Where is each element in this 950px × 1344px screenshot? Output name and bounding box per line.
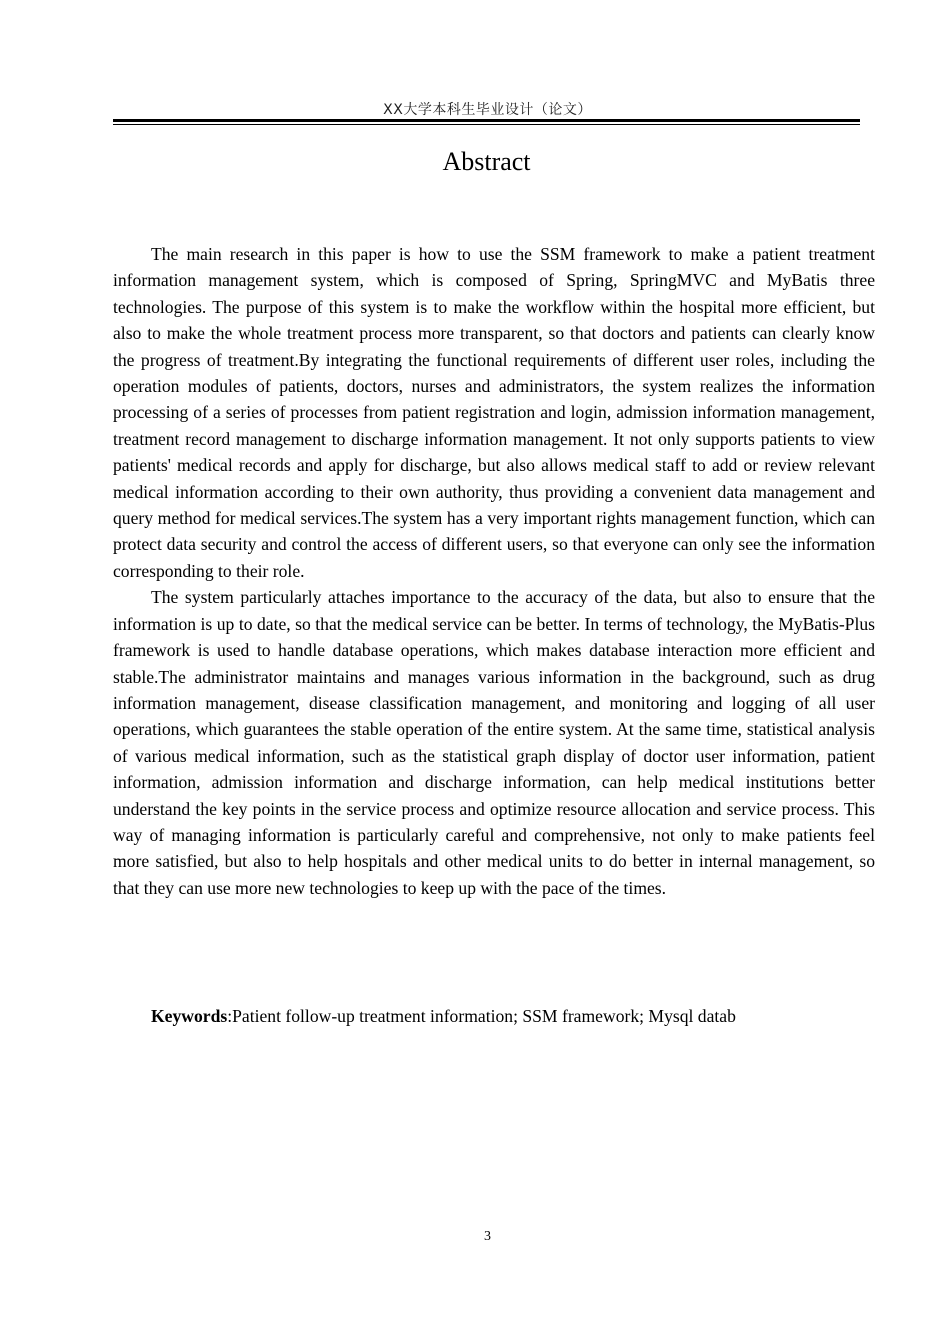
page-number: 3 — [484, 1229, 491, 1244]
abstract-body — [113, 241, 875, 901]
keywords-line — [151, 1003, 875, 1029]
keywords-separator: : — [227, 1006, 233, 1026]
keywords-text: Patient follow-up treatment information; SSM framework; Mysql datab — [232, 1006, 736, 1026]
abstract-paragraph-1: The main research in this paper is how to use the SSM framework to make a patient treatment information management system, which is composed of Spring, SpringMVC and MyBatis three technologies. The purpose of this system is to make the workflow within the hospital more efficient, but also to make the whole treatment process more transparent, so that doctors and patients can clearly know the progress of treatment.By integrating the functional requirements of different user roles, including the operation modules of patients, doctors, nurses and administrators, the system realizes the information processing of a series of processes from patient registration and login, admission information management, treatment record management to discharge information management. It not only supports patients to view patients' medical records and apply for discharge, but also allows medical staff to add or review relevant medical information according to their own authority, thus providing a convenient data management and query method for medical services.The system has a very important rights management function, which can protect data security and control the access of different users, so that everyone can only see the information corresponding to their role. — [113, 244, 875, 581]
header-rule-thick — [113, 119, 860, 122]
running-header: XX大学本科生毕业设计（论文） — [383, 102, 592, 118]
abstract-title: Abstract — [442, 147, 531, 176]
header-rule-thin — [113, 124, 860, 125]
abstract-paragraph-2: The system particularly attaches importance to the accuracy of the data, but also to ensure that the information is up to date, so that the medical service can be better. In terms of technology, the MyBatis-Plus framework is used to handle database operations, which makes database interaction more efficient and stable.The administrator maintains and manages various information in the background, such as drug information management, disease classification management, and monitoring and logging of all user operations, which guarantees the stable operation of the entire system. At the same time, statistical analysis of various medical information, such as the statistical graph display of doctor user information, patient information, admission information and discharge information, can help medical institutions better understand the key points in the service process and optimize resource allocation and service process. This way of managing information is particularly careful and comprehensive, not only to make patients feel more satisfied, but also to help hospitals and other medical units to do better in internal management, so that they can use more new technologies to keep up with the pace of the times. — [113, 587, 875, 898]
keywords-label: Keywords — [151, 1006, 228, 1026]
